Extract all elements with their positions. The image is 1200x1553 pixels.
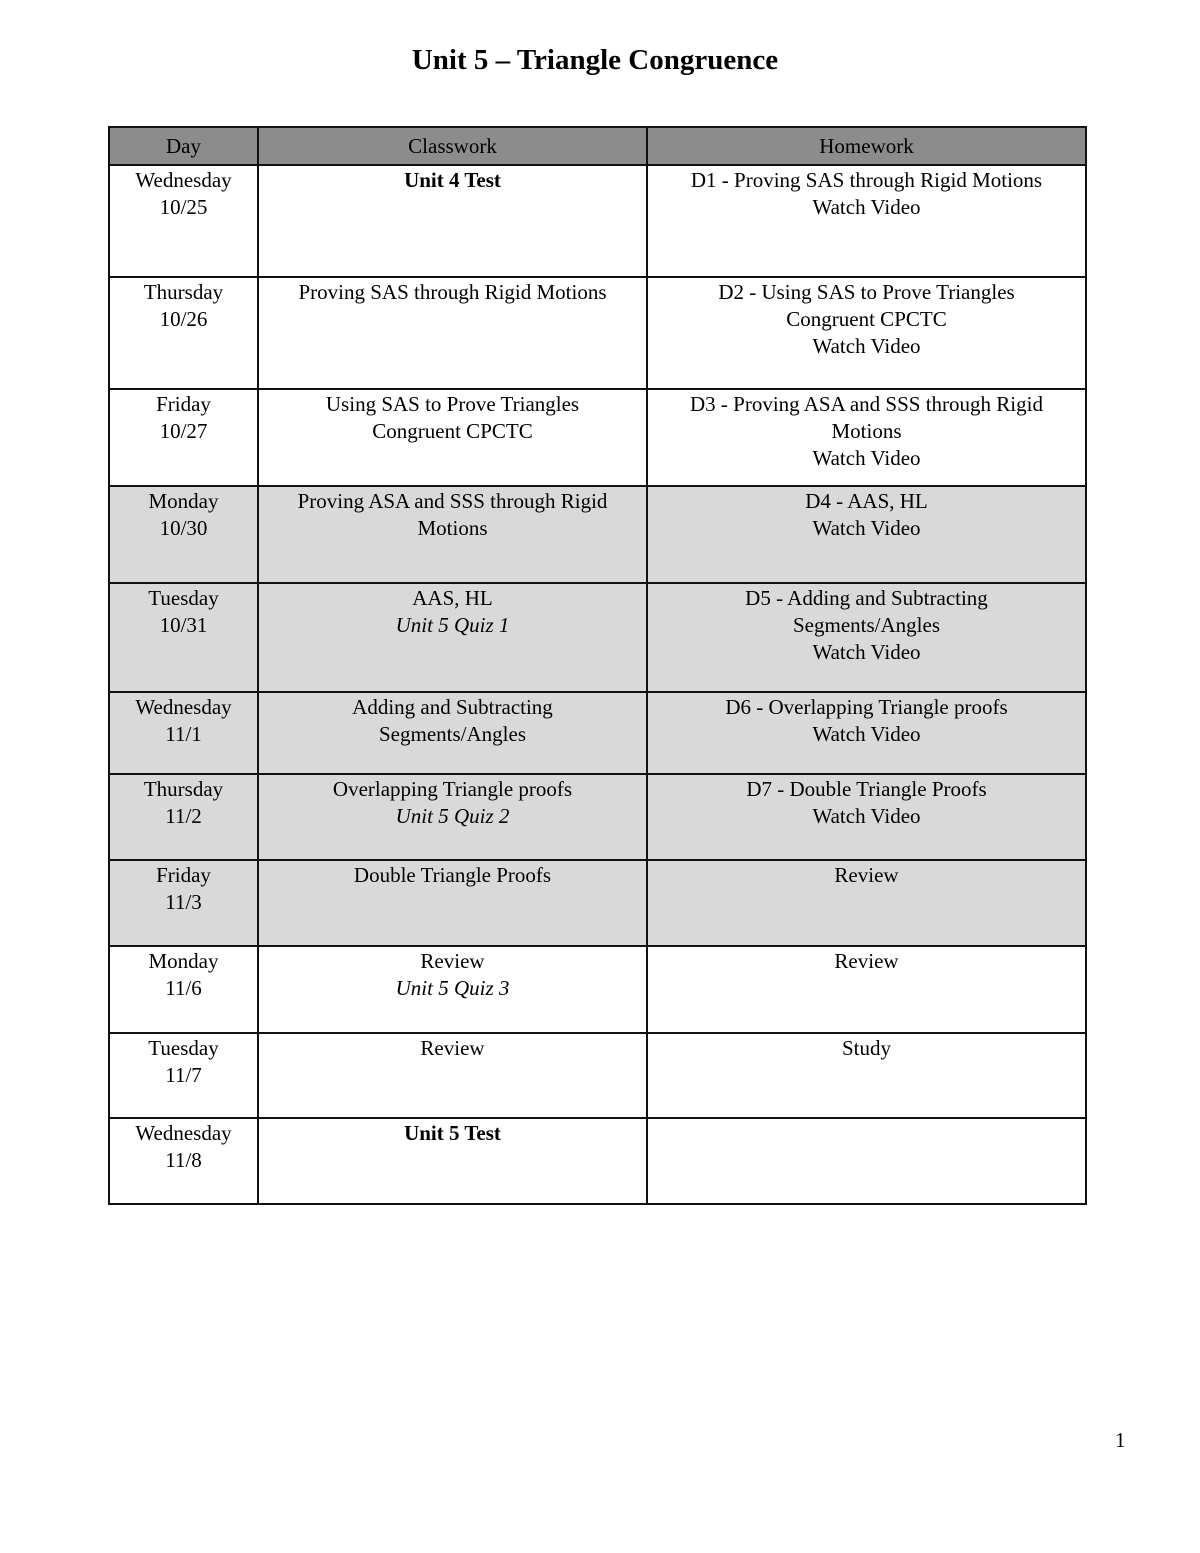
table-row: [109, 1118, 1086, 1204]
day-cell: [109, 1118, 258, 1204]
classwork-line: Unit 5 Test: [404, 1121, 501, 1145]
homework-line: Motions: [831, 419, 902, 443]
day-cell: [109, 486, 258, 583]
table-row: [109, 1033, 1086, 1118]
table-row: [109, 583, 1086, 692]
day-name: Monday: [148, 949, 219, 973]
homework-cell: [647, 692, 1086, 774]
table-row: [109, 165, 1086, 277]
classwork-cell: [258, 389, 647, 486]
homework-line: Watch Video: [812, 516, 921, 540]
day-date: 10/25: [159, 195, 208, 219]
classwork-line: Review: [420, 949, 485, 973]
day-name: Monday: [148, 489, 219, 513]
homework-cell: [647, 946, 1086, 1033]
day-cell: [109, 946, 258, 1033]
header-day: Day: [109, 127, 258, 165]
homework-line: Watch Video: [812, 446, 921, 470]
day-cell: [109, 860, 258, 946]
classwork-line: Motions: [417, 516, 488, 540]
day-date: 10/31: [159, 613, 208, 637]
day-name: Thursday: [143, 280, 224, 304]
classwork-cell: [258, 1118, 647, 1204]
homework-line: Watch Video: [812, 640, 921, 664]
classwork-line: Congruent CPCTC: [372, 419, 533, 443]
classwork-cell: [258, 946, 647, 1033]
classwork-line: Unit 4 Test: [404, 168, 501, 192]
day-name: Friday: [156, 863, 211, 887]
day-cell: [109, 774, 258, 860]
day-date: 10/26: [159, 307, 208, 331]
day-date: 11/8: [165, 1148, 202, 1172]
homework-cell: [647, 389, 1086, 486]
homework-cell: [647, 1033, 1086, 1118]
classwork-cell: [258, 277, 647, 389]
table-row: [109, 860, 1086, 946]
classwork-line: Double Triangle Proofs: [353, 863, 552, 887]
day-cell: [109, 277, 258, 389]
classwork-line: Proving SAS through Rigid Motions: [298, 280, 607, 304]
page-number: 1: [1115, 1428, 1126, 1452]
classwork-line: Proving ASA and SSS through Rigid: [297, 489, 608, 513]
table-row: [109, 486, 1086, 583]
homework-line: Watch Video: [812, 334, 921, 358]
classwork-line: Overlapping Triangle proofs: [332, 777, 573, 801]
day-date: 11/2: [165, 804, 202, 828]
classwork-line: Review: [420, 1036, 485, 1060]
classwork-cell: [258, 692, 647, 774]
day-name: Wednesday: [135, 168, 232, 192]
homework-line: D4 - AAS, HL: [805, 489, 928, 513]
classwork-cell: [258, 774, 647, 860]
header-homework: Homework: [647, 127, 1086, 165]
day-cell: [109, 1033, 258, 1118]
homework-cell: [647, 860, 1086, 946]
day-date: 11/7: [165, 1063, 202, 1087]
day-date: 11/6: [165, 976, 202, 1000]
schedule-table: [108, 126, 1087, 1205]
day-cell: [109, 165, 258, 277]
classwork-cell: [258, 583, 647, 692]
day-name: Tuesday: [148, 586, 219, 610]
homework-line: Review: [834, 949, 899, 973]
day-date: 11/1: [165, 722, 202, 746]
homework-line: D2 - Using SAS to Prove Triangles: [718, 280, 1015, 304]
classwork-line: Using SAS to Prove Triangles: [325, 392, 580, 416]
homework-cell: [647, 165, 1086, 277]
classwork-cell: [258, 1033, 647, 1118]
homework-cell: [647, 486, 1086, 583]
homework-cell: [647, 583, 1086, 692]
day-name: Wednesday: [135, 1121, 232, 1145]
quiz-line: Unit 5 Quiz 1: [395, 613, 510, 637]
homework-line: Segments/Angles: [793, 613, 940, 637]
day-cell: [109, 583, 258, 692]
classwork-cell: [258, 860, 647, 946]
homework-line: D5 - Adding and Subtracting: [745, 586, 988, 610]
homework-line: Watch Video: [812, 195, 921, 219]
table-row: [109, 692, 1086, 774]
table-row: [109, 946, 1086, 1033]
day-date: 11/3: [165, 890, 202, 914]
homework-line: D7 - Double Triangle Proofs: [746, 777, 987, 801]
day-date: 10/27: [159, 419, 208, 443]
classwork-cell: [258, 165, 647, 277]
day-name: Friday: [156, 392, 211, 416]
day-name: Tuesday: [148, 1036, 219, 1060]
homework-cell: [647, 277, 1086, 389]
page-title: Unit 5 – Triangle Congruence: [411, 44, 779, 76]
day-name: Thursday: [143, 777, 224, 801]
homework-line: Watch Video: [812, 804, 921, 828]
day-cell: [109, 692, 258, 774]
homework-line: Study: [841, 1036, 891, 1060]
header-classwork: Classwork: [258, 127, 647, 165]
table-row: [109, 774, 1086, 860]
table-row: [109, 389, 1086, 486]
homework-line: Watch Video: [812, 722, 921, 746]
table-row: [109, 277, 1086, 389]
homework-line: D6 - Overlapping Triangle proofs: [725, 695, 1008, 719]
quiz-line: Unit 5 Quiz 2: [395, 804, 510, 828]
homework-line: D1 - Proving SAS through Rigid Motions: [690, 168, 1043, 192]
classwork-cell: [258, 486, 647, 583]
homework-line: Review: [834, 863, 899, 887]
homework-cell: [647, 774, 1086, 860]
day-cell: [109, 389, 258, 486]
classwork-line: AAS, HL: [412, 586, 493, 610]
day-name: Wednesday: [135, 695, 232, 719]
homework-line: D3 - Proving ASA and SSS through Rigid: [690, 392, 1043, 416]
homework-line: Congruent CPCTC: [786, 307, 947, 331]
quiz-line: Unit 5 Quiz 3: [395, 976, 510, 1000]
homework-cell-empty: [647, 1118, 1086, 1204]
day-date: 10/30: [159, 516, 208, 540]
classwork-line: Segments/Angles: [379, 722, 526, 746]
classwork-line: Adding and Subtracting: [352, 695, 553, 719]
table-header-row: [109, 127, 1086, 165]
